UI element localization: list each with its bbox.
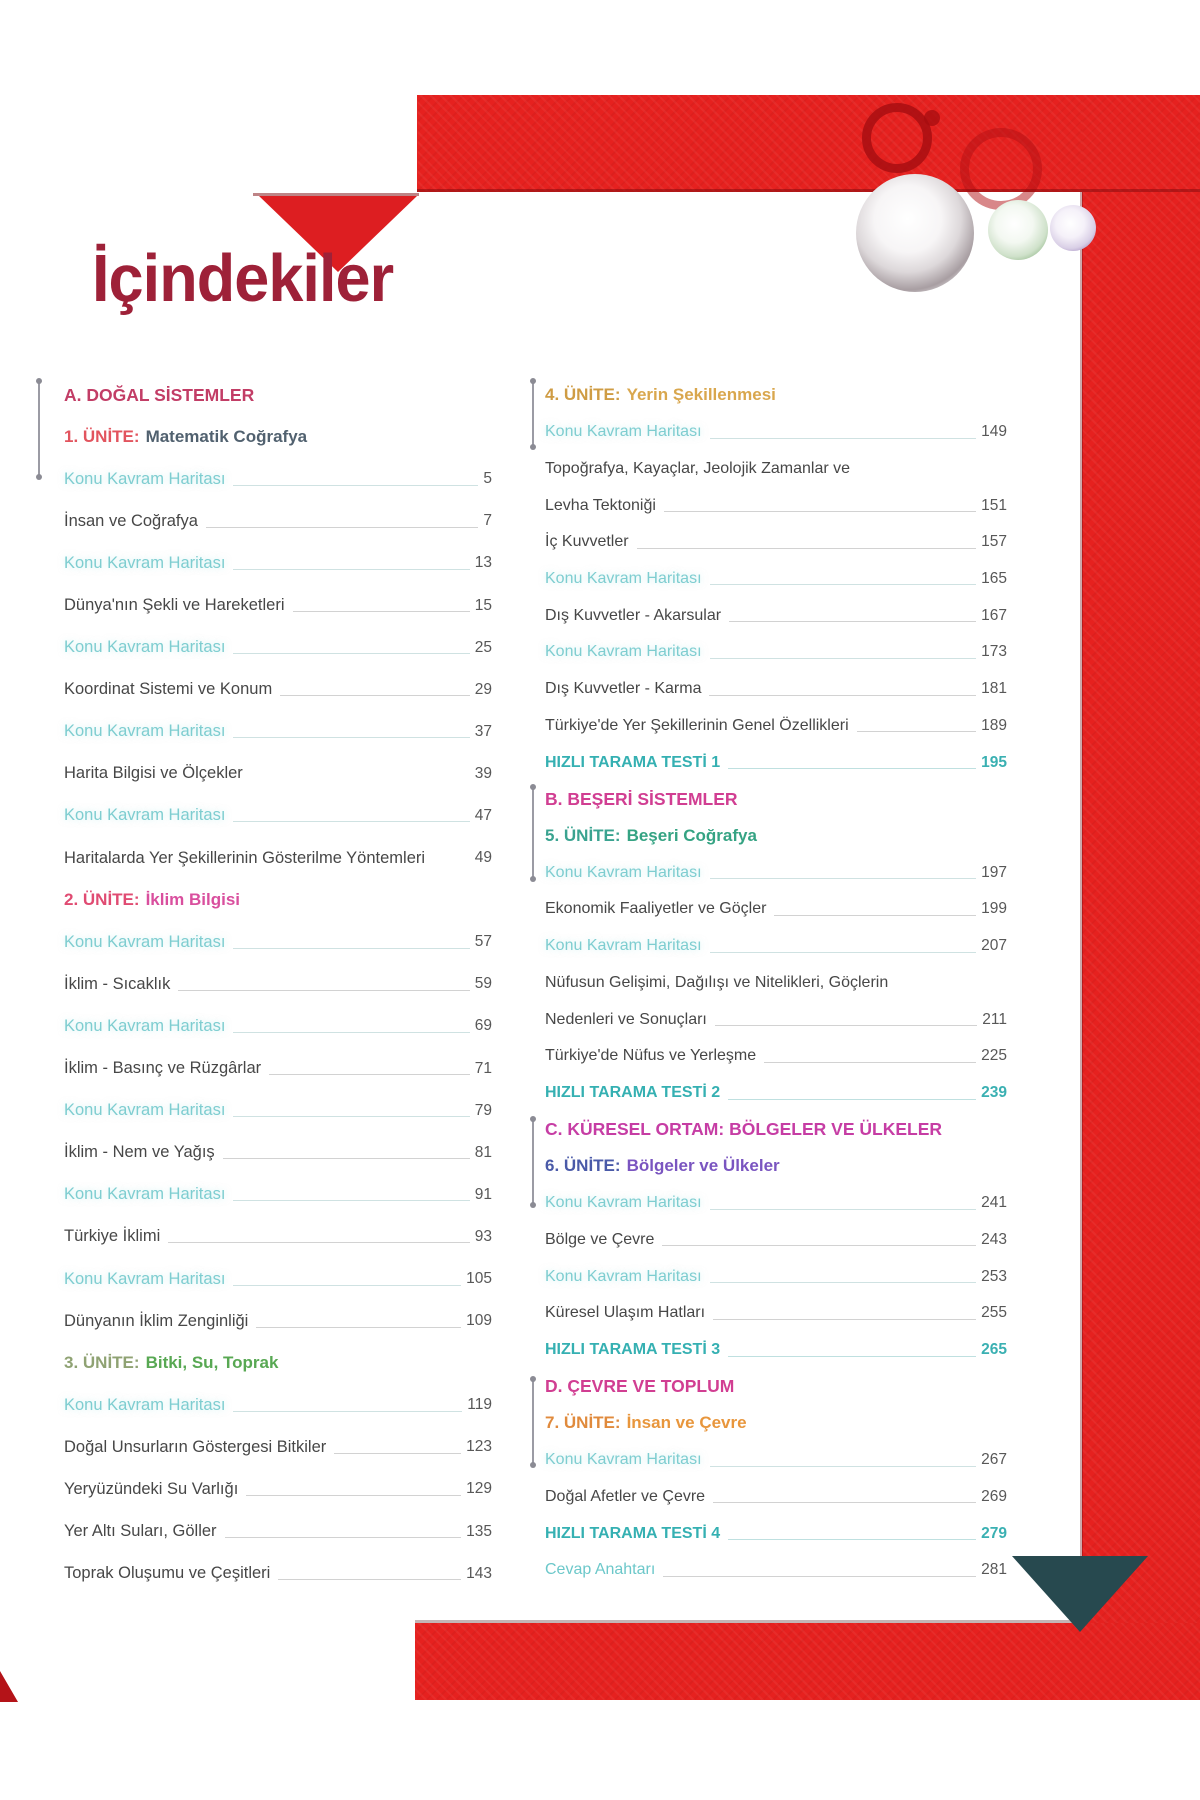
entry-text: Konu Kavram Haritası bbox=[64, 932, 226, 951]
entry-text: Konu Kavram Haritası bbox=[64, 1185, 226, 1204]
toc-row-topic bbox=[64, 1553, 492, 1595]
toc-row-kkh bbox=[545, 561, 1007, 598]
bubble-icon-purple bbox=[1050, 205, 1096, 251]
entry-text: Bölge ve Çevre bbox=[545, 1230, 655, 1248]
toc-row-kkh bbox=[64, 1258, 492, 1300]
dotted-leader bbox=[334, 1453, 461, 1454]
page-number: 279 bbox=[981, 1524, 1007, 1542]
dotted-leader bbox=[256, 1327, 461, 1328]
toc-row-kkh bbox=[64, 1005, 492, 1047]
toc-row-topic bbox=[64, 837, 492, 879]
entry-text: İklim - Basınç ve Rüzgârlar bbox=[64, 1059, 262, 1078]
page-number: 167 bbox=[981, 606, 1007, 624]
page-number: 29 bbox=[474, 680, 492, 698]
toc-row-topic bbox=[545, 707, 1007, 744]
entry-text: Dış Kuvvetler - Akarsular bbox=[545, 606, 722, 624]
dotted-leader bbox=[764, 1062, 976, 1063]
entry-text: Konu Kavram Haritası bbox=[64, 1395, 226, 1414]
toc-row-topic bbox=[545, 1222, 1007, 1259]
bottom-left-red-wedge bbox=[0, 1671, 18, 1702]
page-number: 281 bbox=[981, 1561, 1007, 1579]
page-number: 91 bbox=[474, 1185, 492, 1203]
unit-title: İklim Bilgisi bbox=[145, 890, 241, 910]
dotted-leader bbox=[713, 1319, 976, 1320]
toc-row-topic bbox=[545, 671, 1007, 708]
page-right-edge bbox=[1080, 192, 1083, 1623]
section-bracket bbox=[532, 1120, 534, 1204]
entry-text: Konu Kavram Haritası bbox=[545, 569, 702, 587]
entry-text: Doğal Unsurların Göstergesi Bitkiler bbox=[64, 1437, 327, 1456]
toc-row-kkh bbox=[545, 1442, 1007, 1479]
page-number: 135 bbox=[466, 1522, 492, 1540]
page-number: 57 bbox=[474, 933, 492, 951]
dotted-leader bbox=[664, 511, 976, 512]
dotted-leader bbox=[233, 821, 469, 822]
toc-row-unit bbox=[545, 1405, 1007, 1442]
entry-text: Konu Kavram Haritası bbox=[545, 937, 702, 955]
dotted-leader bbox=[233, 1200, 469, 1201]
entry-text: Konu Kavram Haritası bbox=[545, 423, 702, 441]
dotted-leader bbox=[662, 1245, 976, 1246]
bubble-icon-large bbox=[856, 174, 974, 292]
toc-row-topic bbox=[64, 1300, 492, 1342]
toc-row-kkh bbox=[64, 1090, 492, 1132]
unit-label: 3. ÜNİTE: bbox=[64, 1353, 140, 1373]
page-number: 255 bbox=[981, 1304, 1007, 1322]
dotted-leader bbox=[246, 1495, 461, 1496]
toc-row-kkh bbox=[545, 854, 1007, 891]
entry-text: Konu Kavram Haritası bbox=[64, 806, 226, 825]
toc-row-topic bbox=[64, 1132, 492, 1174]
page-number: 253 bbox=[981, 1267, 1007, 1285]
dotted-leader bbox=[233, 1032, 469, 1033]
page-number: 149 bbox=[981, 423, 1007, 441]
toc-row-test bbox=[545, 1515, 1007, 1552]
page-number: 239 bbox=[981, 1084, 1007, 1102]
entry-text: Konu Kavram Haritası bbox=[64, 1269, 226, 1288]
dotted-leader bbox=[710, 658, 977, 659]
dotted-leader bbox=[293, 611, 470, 612]
toc-row-topic bbox=[64, 1468, 492, 1510]
page-number: 69 bbox=[474, 1017, 492, 1035]
page-number: 119 bbox=[467, 1396, 492, 1414]
page-number: 211 bbox=[982, 1010, 1007, 1028]
toc-row-topic bbox=[545, 1038, 1007, 1075]
toc-row-topic bbox=[64, 753, 492, 795]
toc-row-topic bbox=[545, 891, 1007, 928]
page-number: 109 bbox=[466, 1312, 492, 1330]
entry-text: Konu Kavram Haritası bbox=[64, 553, 226, 572]
navy-down-arrow-icon bbox=[1012, 1556, 1148, 1632]
entry-text: İklim - Nem ve Yağış bbox=[64, 1143, 215, 1162]
toc-row-kkh bbox=[64, 1174, 492, 1216]
toc-row-section bbox=[64, 374, 492, 416]
dotted-leader bbox=[710, 584, 977, 585]
toc-row-kkh bbox=[64, 1384, 492, 1426]
entry-text: Doğal Afetler ve Çevre bbox=[545, 1487, 706, 1505]
toc-row-topic bbox=[64, 1426, 492, 1468]
page-number: 173 bbox=[981, 643, 1007, 661]
page-number: 129 bbox=[466, 1480, 492, 1498]
page-number: 59 bbox=[474, 975, 492, 993]
entry-text: Türkiye İklimi bbox=[64, 1227, 161, 1246]
page-number: 25 bbox=[474, 638, 492, 656]
page-number: 15 bbox=[474, 596, 492, 614]
dotted-leader bbox=[728, 768, 976, 769]
page-number: 189 bbox=[981, 716, 1007, 734]
page-number: 265 bbox=[981, 1341, 1007, 1359]
toc-row-kkh bbox=[64, 711, 492, 753]
dotted-leader bbox=[233, 653, 469, 654]
toc-row-test bbox=[545, 1075, 1007, 1112]
page-number: 157 bbox=[981, 533, 1007, 551]
entry-text: Yer Altı Suları, Göller bbox=[64, 1522, 217, 1541]
toc-row-unit bbox=[545, 377, 1007, 414]
page-number: 195 bbox=[981, 753, 1007, 771]
entry-text: Konu Kavram Haritası bbox=[545, 1451, 702, 1469]
page-number: 39 bbox=[474, 764, 492, 782]
unit-label: 4. ÜNİTE: bbox=[545, 385, 621, 405]
page-number: 269 bbox=[981, 1487, 1007, 1505]
red-banner-bottom bbox=[415, 1623, 1200, 1700]
page-number: 93 bbox=[474, 1227, 492, 1245]
page-number: 49 bbox=[474, 849, 492, 867]
dotted-leader bbox=[709, 695, 976, 696]
toc-row-topic bbox=[545, 597, 1007, 634]
entry-text: Konu Kavram Haritası bbox=[545, 1194, 702, 1212]
entry-text: HIZLI TARAMA TESTİ 4 bbox=[545, 1524, 721, 1542]
dotted-leader bbox=[206, 527, 478, 528]
dotted-leader bbox=[233, 737, 469, 738]
entry-text: Konu Kavram Haritası bbox=[64, 722, 226, 741]
bubble-icon-green bbox=[988, 200, 1048, 260]
dotted-leader bbox=[710, 438, 977, 439]
toc-row-topic bbox=[545, 1295, 1007, 1332]
toc-row-topic bbox=[64, 1048, 492, 1090]
toc-row-topic bbox=[64, 1511, 492, 1553]
toc-row-wrap_end bbox=[545, 487, 1007, 524]
dark-red-ring-icon bbox=[862, 103, 932, 173]
page-title: İçindekiler bbox=[92, 241, 394, 316]
entry-text: Küresel Ulaşım Hatları bbox=[545, 1304, 706, 1322]
toc-row-test bbox=[545, 1332, 1007, 1369]
entry-text: B. BEŞERİ SİSTEMLER bbox=[545, 788, 738, 809]
dotted-leader bbox=[225, 1537, 462, 1538]
toc-column-right bbox=[545, 377, 1007, 1589]
toc-row-unit bbox=[64, 1342, 492, 1384]
dotted-leader bbox=[715, 1025, 977, 1026]
entry-text: Konu Kavram Haritası bbox=[545, 643, 702, 661]
toc-column-left bbox=[64, 374, 492, 1595]
page-number: 181 bbox=[981, 680, 1007, 698]
dotted-leader bbox=[269, 1074, 470, 1075]
entry-text: Dünya'nın Şekli ve Hareketleri bbox=[64, 596, 285, 615]
entry-text: Dünyanın İklim Zenginliği bbox=[64, 1311, 249, 1330]
entry-text: Toprak Oluşumu ve Çeşitleri bbox=[64, 1564, 271, 1583]
dotted-leader bbox=[223, 1158, 470, 1159]
entry-text: Konu Kavram Haritası bbox=[64, 1101, 226, 1120]
dotted-leader bbox=[233, 948, 469, 949]
toc-row-wrap_start bbox=[545, 450, 1007, 487]
entry-text: Nedenleri ve Sonuçları bbox=[545, 1010, 707, 1028]
entry-text: Konu Kavram Haritası bbox=[545, 863, 702, 881]
dotted-leader bbox=[178, 990, 469, 991]
page-number: 13 bbox=[474, 554, 492, 572]
page-number: 225 bbox=[981, 1047, 1007, 1065]
page-number: 5 bbox=[483, 470, 492, 488]
dotted-leader bbox=[663, 1576, 976, 1577]
page-number: 207 bbox=[981, 937, 1007, 955]
unit-title: İnsan ve Çevre bbox=[626, 1413, 747, 1433]
entry-text: Konu Kavram Haritası bbox=[64, 638, 226, 657]
section-bracket bbox=[532, 788, 534, 878]
entry-text: HIZLI TARAMA TESTİ 2 bbox=[545, 1084, 721, 1102]
page-number: 199 bbox=[981, 900, 1007, 918]
toc-row-kkh bbox=[545, 1185, 1007, 1222]
entry-text: Topoğrafya, Kayaçlar, Jeolojik Zamanlar ve bbox=[545, 459, 851, 477]
dotted-leader bbox=[710, 952, 977, 953]
entry-text: HIZLI TARAMA TESTİ 1 bbox=[545, 753, 721, 771]
unit-label: 7. ÜNİTE: bbox=[545, 1413, 621, 1433]
page-number: 37 bbox=[474, 722, 492, 740]
unit-label: 5. ÜNİTE: bbox=[545, 825, 621, 845]
toc-row-topic bbox=[545, 524, 1007, 561]
dotted-leader bbox=[233, 485, 478, 486]
entry-text: Türkiye'de Nüfus ve Yerleşme bbox=[545, 1047, 757, 1065]
dotted-leader bbox=[233, 569, 469, 570]
toc-row-section bbox=[545, 1111, 1007, 1148]
red-banner-right bbox=[1082, 95, 1200, 1698]
unit-title: Bitki, Su, Toprak bbox=[145, 1353, 279, 1373]
entry-text: Koordinat Sistemi ve Konum bbox=[64, 680, 273, 699]
dotted-leader bbox=[233, 1411, 462, 1412]
unit-label: 2. ÜNİTE: bbox=[64, 890, 140, 910]
page-number: 47 bbox=[474, 806, 492, 824]
page-number: 143 bbox=[466, 1564, 492, 1582]
dotted-leader bbox=[857, 731, 976, 732]
unit-title: Bölgeler ve Ülkeler bbox=[626, 1156, 780, 1176]
dark-red-dot-icon bbox=[924, 110, 940, 126]
toc-row-topic bbox=[64, 500, 492, 542]
dotted-leader bbox=[710, 1282, 977, 1283]
toc-row-topic bbox=[64, 669, 492, 711]
dotted-leader bbox=[233, 1285, 461, 1286]
dotted-leader bbox=[713, 1502, 976, 1503]
page-number: 267 bbox=[981, 1451, 1007, 1469]
toc-row-answer bbox=[545, 1552, 1007, 1589]
dark-red-ring-icon bbox=[960, 128, 1042, 210]
dotted-leader bbox=[774, 915, 976, 916]
page-bottom-edge bbox=[415, 1620, 1082, 1623]
toc-row-section bbox=[545, 781, 1007, 818]
unit-title: Yerin Şekillenmesi bbox=[626, 385, 776, 405]
toc-row-unit bbox=[545, 1148, 1007, 1185]
entry-text: İklim - Sıcaklık bbox=[64, 974, 171, 993]
page-number: 81 bbox=[474, 1143, 492, 1161]
unit-title: Beşeri Coğrafya bbox=[626, 825, 757, 845]
toc-row-test bbox=[545, 744, 1007, 781]
dotted-leader bbox=[729, 621, 976, 622]
dotted-leader bbox=[710, 1209, 977, 1210]
entry-text: Ekonomik Faaliyetler ve Göçler bbox=[545, 900, 767, 918]
toc-row-kkh bbox=[545, 634, 1007, 671]
dotted-leader bbox=[728, 1099, 976, 1100]
toc-row-kkh bbox=[545, 414, 1007, 451]
entry-text: İç Kuvvetler bbox=[545, 533, 629, 551]
toc-row-kkh bbox=[64, 627, 492, 669]
entry-text: Konu Kavram Haritası bbox=[545, 1267, 702, 1285]
page-number: 165 bbox=[981, 569, 1007, 587]
page-number: 79 bbox=[474, 1101, 492, 1119]
toc-row-kkh bbox=[64, 458, 492, 500]
toc-row-section bbox=[545, 1368, 1007, 1405]
entry-text: Levha Tektoniği bbox=[545, 496, 656, 514]
toc-row-unit bbox=[64, 416, 492, 458]
entry-text: HIZLI TARAMA TESTİ 3 bbox=[545, 1341, 721, 1359]
entry-text: Yeryüzündeki Su Varlığı bbox=[64, 1479, 239, 1498]
entry-text: Konu Kavram Haritası bbox=[64, 1016, 226, 1035]
toc-row-wrap_end bbox=[545, 1001, 1007, 1038]
toc-row-topic bbox=[64, 963, 492, 1005]
dotted-leader bbox=[710, 878, 977, 879]
toc-row-topic bbox=[64, 584, 492, 626]
entry-text: Cevap Anahtarı bbox=[545, 1561, 656, 1579]
entry-text: Dış Kuvvetler - Karma bbox=[545, 680, 702, 698]
entry-text: Türkiye'de Yer Şekillerinin Genel Özellikleri bbox=[545, 716, 849, 734]
entry-text: Haritalarda Yer Şekillerinin Gösterilme Yöntemleri bbox=[64, 848, 426, 867]
entry-text: Harita Bilgisi ve Ölçekler bbox=[64, 764, 243, 783]
entry-text: İnsan ve Coğrafya bbox=[64, 511, 198, 530]
unit-title: Matematik Coğrafya bbox=[145, 427, 308, 447]
toc-row-topic bbox=[64, 1216, 492, 1258]
dotted-leader bbox=[278, 1579, 461, 1580]
dotted-leader bbox=[168, 1242, 469, 1243]
page-number: 105 bbox=[466, 1270, 492, 1288]
dotted-leader bbox=[280, 695, 470, 696]
entry-text: Nüfusun Gelişimi, Dağılışı ve Nitelikleri, Göçlerin bbox=[545, 973, 889, 991]
toc-row-kkh bbox=[64, 921, 492, 963]
entry-text: C. KÜRESEL ORTAM: BÖLGELER VE ÜLKELER bbox=[545, 1119, 943, 1140]
toc-row-unit bbox=[64, 879, 492, 921]
section-bracket bbox=[532, 382, 534, 446]
dotted-leader bbox=[728, 1539, 976, 1540]
page-number: 151 bbox=[981, 496, 1007, 514]
section-bracket bbox=[532, 1380, 534, 1464]
toc-row-kkh bbox=[545, 928, 1007, 965]
entry-text: Konu Kavram Haritası bbox=[64, 469, 226, 488]
unit-label: 1. ÜNİTE: bbox=[64, 427, 140, 447]
toc-row-kkh bbox=[545, 1258, 1007, 1295]
page-number: 197 bbox=[981, 863, 1007, 881]
dotted-leader bbox=[710, 1466, 977, 1467]
toc-row-wrap_start bbox=[545, 965, 1007, 1002]
page-number: 241 bbox=[981, 1194, 1007, 1212]
page-number: 123 bbox=[466, 1438, 492, 1456]
toc-row-kkh bbox=[64, 795, 492, 837]
unit-label: 6. ÜNİTE: bbox=[545, 1156, 621, 1176]
page-number: 71 bbox=[474, 1059, 492, 1077]
section-bracket bbox=[38, 382, 40, 476]
page-number: 243 bbox=[981, 1230, 1007, 1248]
dotted-leader bbox=[233, 1116, 469, 1117]
toc-row-kkh bbox=[64, 542, 492, 584]
toc-row-topic bbox=[545, 1479, 1007, 1516]
entry-text: A. DOĞAL SİSTEMLER bbox=[64, 384, 255, 405]
toc-row-unit bbox=[545, 818, 1007, 855]
dotted-leader bbox=[728, 1356, 976, 1357]
dotted-leader bbox=[637, 548, 977, 549]
entry-text: D. ÇEVRE VE TOPLUM bbox=[545, 1376, 735, 1397]
page-number: 7 bbox=[483, 512, 492, 530]
